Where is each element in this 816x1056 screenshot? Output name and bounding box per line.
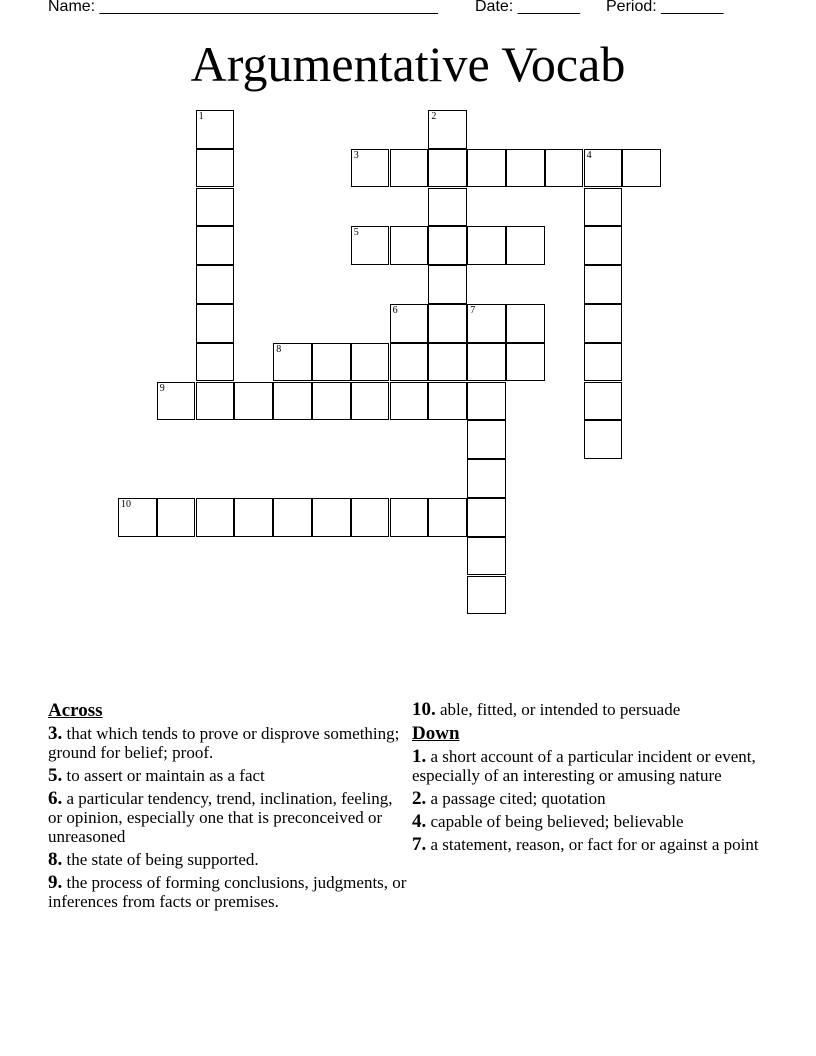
crossword-cell[interactable]	[390, 304, 429, 343]
clue-number: 2.	[412, 788, 427, 809]
cell-clue-number: 8	[276, 343, 282, 355]
crossword-cell[interactable]	[428, 188, 467, 227]
crossword-cell[interactable]	[273, 498, 312, 537]
crossword-cell[interactable]	[467, 459, 506, 498]
clues-column-left	[48, 700, 408, 915]
crossword-cell[interactable]	[506, 226, 545, 265]
down-clue-1	[412, 747, 772, 785]
cell-clue-number: 1	[198, 111, 204, 122]
crossword-cell[interactable]	[428, 498, 467, 537]
crossword-cell[interactable]	[584, 188, 623, 227]
across-clue-10	[412, 700, 772, 719]
crossword-cell[interactable]	[428, 382, 467, 421]
date-field-label: Date: _______	[475, 0, 580, 15]
crossword-cell[interactable]	[196, 498, 235, 537]
crossword-cell[interactable]	[467, 382, 506, 421]
crossword-cell[interactable]	[584, 226, 623, 265]
clue-number: 1.	[412, 746, 427, 767]
crossword-cell[interactable]	[273, 382, 312, 421]
crossword-cell[interactable]	[584, 382, 623, 421]
crossword-cell[interactable]	[196, 343, 235, 382]
crossword-cell[interactable]	[428, 265, 467, 304]
crossword-cell[interactable]	[390, 382, 429, 421]
crossword-cell[interactable]	[157, 382, 196, 421]
crossword-cell[interactable]	[506, 343, 545, 382]
clue-number: 9.	[48, 872, 63, 893]
clue-text: able, fitted, or intended to persuade	[440, 700, 681, 719]
down-clue-7	[412, 835, 772, 854]
crossword-cell[interactable]	[428, 110, 467, 149]
crossword-cell[interactable]	[467, 304, 506, 343]
crossword-cell[interactable]	[584, 420, 623, 459]
crossword-cell[interactable]	[351, 498, 390, 537]
clue-number: 4.	[412, 811, 427, 832]
across-clue-3	[48, 724, 408, 762]
cell-clue-number: 2	[431, 111, 437, 122]
crossword-cell[interactable]	[584, 343, 623, 382]
crossword-cell[interactable]	[234, 498, 273, 537]
clue-text: the state of being supported.	[66, 850, 259, 869]
clue-number: 10.	[412, 699, 436, 720]
clue-number: 8.	[48, 849, 63, 870]
crossword-cell[interactable]	[506, 304, 545, 343]
clue-number: 6.	[48, 788, 63, 809]
crossword-cell[interactable]	[467, 226, 506, 265]
crossword-cell[interactable]	[467, 537, 506, 576]
across-clue-8	[48, 850, 408, 869]
down-clue-4	[412, 812, 772, 831]
name-field-label: Name: ______________________________________	[48, 0, 438, 15]
crossword-cell[interactable]	[467, 420, 506, 459]
crossword-cell[interactable]	[273, 343, 312, 382]
clue-text: that which tends to prove or disprove something; ground for belief; proof.	[48, 724, 400, 762]
crossword-cell[interactable]	[390, 149, 429, 188]
across-clue-9	[48, 873, 408, 911]
crossword-cell[interactable]	[390, 226, 429, 265]
crossword-cell[interactable]	[545, 149, 584, 188]
cell-clue-number: 4	[586, 149, 592, 161]
crossword-cell[interactable]	[584, 149, 623, 188]
crossword-cell[interactable]	[196, 149, 235, 188]
clue-number: 3.	[48, 723, 63, 744]
crossword-cell[interactable]	[428, 343, 467, 382]
crossword-cell[interactable]	[428, 304, 467, 343]
crossword-cell[interactable]	[312, 382, 351, 421]
crossword-cell[interactable]	[622, 149, 661, 188]
clue-text: the process of forming conclusions, judgments, or inferences from facts or premises.	[48, 873, 407, 911]
crossword-cell[interactable]	[196, 226, 235, 265]
page-title: Argumentative Vocab	[190, 36, 626, 92]
crossword-cell[interactable]	[351, 149, 390, 188]
period-field-label: Period: _______	[606, 0, 724, 15]
clues-column-right	[412, 700, 772, 858]
cell-clue-number: 9	[159, 382, 165, 394]
across-clue-5	[48, 766, 408, 785]
crossword-cell[interactable]	[390, 498, 429, 537]
clue-text: a particular tendency, trend, inclination, feeling, or opinion, especially one that is preconceived or unreasoned	[48, 789, 393, 846]
clue-text: capable of being believed; believable	[430, 812, 684, 831]
crossword-cell[interactable]	[351, 343, 390, 382]
clue-number: 5.	[48, 765, 63, 786]
crossword-cell[interactable]	[157, 498, 196, 537]
clue-text: a passage cited; quotation	[430, 789, 606, 808]
crossword-cell[interactable]	[390, 343, 429, 382]
crossword-cell[interactable]	[196, 382, 235, 421]
crossword-cell[interactable]	[118, 498, 157, 537]
cell-clue-number: 3	[353, 149, 359, 161]
crossword-cell[interactable]	[312, 498, 351, 537]
crossword-cell[interactable]	[351, 226, 390, 265]
crossword-cell[interactable]	[467, 498, 506, 537]
across-clue-6	[48, 789, 408, 846]
across-heading: Across	[48, 700, 103, 721]
crossword-cell[interactable]	[234, 382, 273, 421]
cell-clue-number: 7	[470, 305, 476, 316]
crossword-cell[interactable]	[351, 382, 390, 421]
crossword-cell[interactable]	[467, 343, 506, 382]
cell-clue-number: 5	[353, 227, 359, 239]
crossword-cell[interactable]	[428, 226, 467, 265]
crossword-cell[interactable]	[196, 265, 235, 304]
crossword-cell[interactable]	[584, 265, 623, 304]
cell-clue-number: 6	[392, 305, 398, 316]
crossword-cell[interactable]	[467, 149, 506, 188]
crossword-cell[interactable]	[196, 304, 235, 343]
crossword-cell[interactable]	[196, 110, 235, 149]
crossword-cell[interactable]	[467, 576, 506, 615]
cell-clue-number: 10	[121, 499, 131, 510]
crossword-cell[interactable]	[584, 304, 623, 343]
clue-text: a short account of a particular incident or event, especially of an interesting or amusing nature	[412, 747, 756, 785]
clue-number: 7.	[412, 834, 427, 855]
clue-text: to assert or maintain as a fact	[66, 766, 265, 785]
crossword-cell[interactable]	[196, 188, 235, 227]
down-heading: Down	[412, 723, 460, 744]
crossword-cell[interactable]	[312, 343, 351, 382]
crossword-cell[interactable]	[428, 149, 467, 188]
down-clue-2	[412, 789, 772, 808]
clue-text: a statement, reason, or fact for or against a point	[430, 835, 759, 854]
crossword-cell[interactable]	[506, 149, 545, 188]
